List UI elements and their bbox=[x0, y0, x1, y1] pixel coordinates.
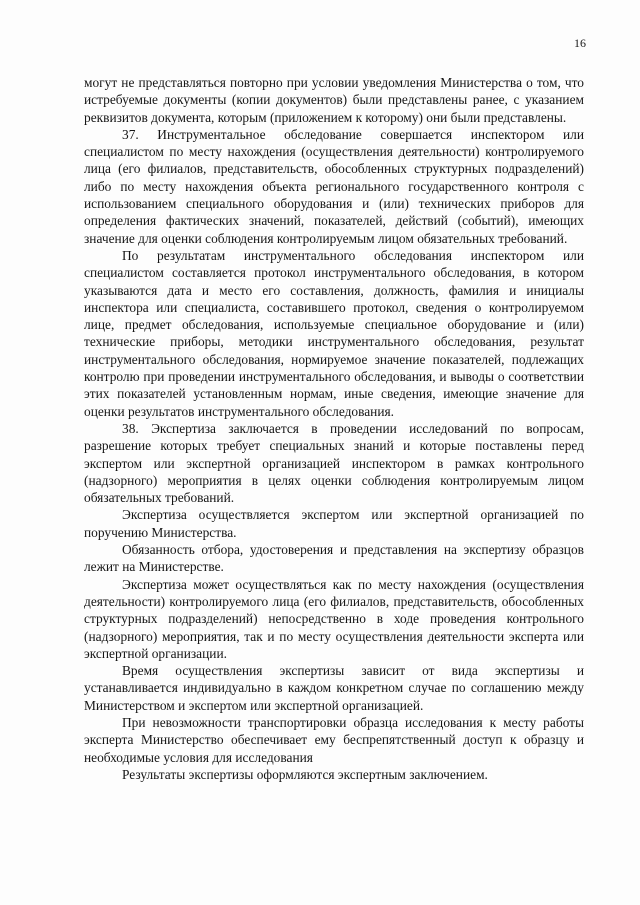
paragraph-expert-assignment: Экспертиза осуществляется экспертом или экспертной организацией по поручению Министерства. bbox=[84, 507, 584, 540]
paragraph-item-37: 37. Инструментальное обследование совершается инспектором или специалистом по месту нахождения (осуществления деятельности) контролируемого лица (его филиалов, представительств, обособленных структурных подразделений) либо по месту нахождения объекта регионального государственного контроля с использованием специального оборудования и (или) технических приборов для определения фактических значений, показателей, действий (событий), имеющих значение для оценки соблюдения контролируемым лицом обязательных требований. bbox=[84, 126, 584, 246]
paragraph-expertise-location: Экспертиза может осуществляться как по месту нахождения (осуществления деятельности) контролируемого лица (его филиалов, представительств, обособленных структурных подразделений) непосредственно в ходе проведения контрольного (надзорного) мероприятия, так и по месту осуществления деятельности эксперта или экспертной организации. bbox=[84, 576, 584, 661]
paragraph-protocol: По результатам инструментального обследования инспектором или специалистом составляется протокол инструментального обследования, в котором указываются дата и место его составления, должность, фамилия и инициалы инспектора или специалиста, составившего протокол, сведения о контролируемом лице, предмет обследования, используемые специальное оборудование и (или) технические приборы, методики инструментального обследования, результат инструментального обследования, нормируемое значение показателей, подлежащих контролю при проведении инструментального обследования, и выводы о соответствии этих показателей установленным нормам, иные сведения, имеющие значение для оценки результатов инструментального обследования. bbox=[84, 247, 584, 419]
paragraph-expertise-time: Время осуществления экспертизы зависит от вида экспертизы и устанавливается индивидуально в каждом конкретном случае по соглашению между Министерством и экспертом или экспертной организацией. bbox=[84, 663, 584, 713]
page-number: 16 bbox=[574, 36, 586, 50]
document-body bbox=[84, 74, 584, 783]
paragraph-sample-access: При невозможности транспортировки образца исследования к месту работы эксперта Министерство обеспечивает ему беспрепятственный доступ к образцу и необходимые условия для исследования bbox=[84, 714, 584, 765]
paragraph-sample-duty: Обязанность отбора, удостоверения и представления на экспертизу образцов лежит на Министерстве. bbox=[84, 542, 584, 575]
paragraph-continuation: могут не представляться повторно при условии уведомления Министерства о том, что истребуемые документы (копии документов) были представлены ранее, с указанием реквизитов документа, которым (приложением к которому) они были представлены. bbox=[84, 75, 584, 125]
paragraph-expert-conclusion: Результаты экспертизы оформляются экспертным заключением. bbox=[122, 766, 488, 782]
paragraph-item-38: 38. Экспертиза заключается в проведении исследований по вопросам, разрешение которых требует специальных знаний и которые поставлены перед экспертом или экспертной организацией инспектором в рамках контрольного (надзорного) мероприятия в целях оценки соблюдения контролируемым лицом обязательных требований. bbox=[84, 420, 584, 506]
